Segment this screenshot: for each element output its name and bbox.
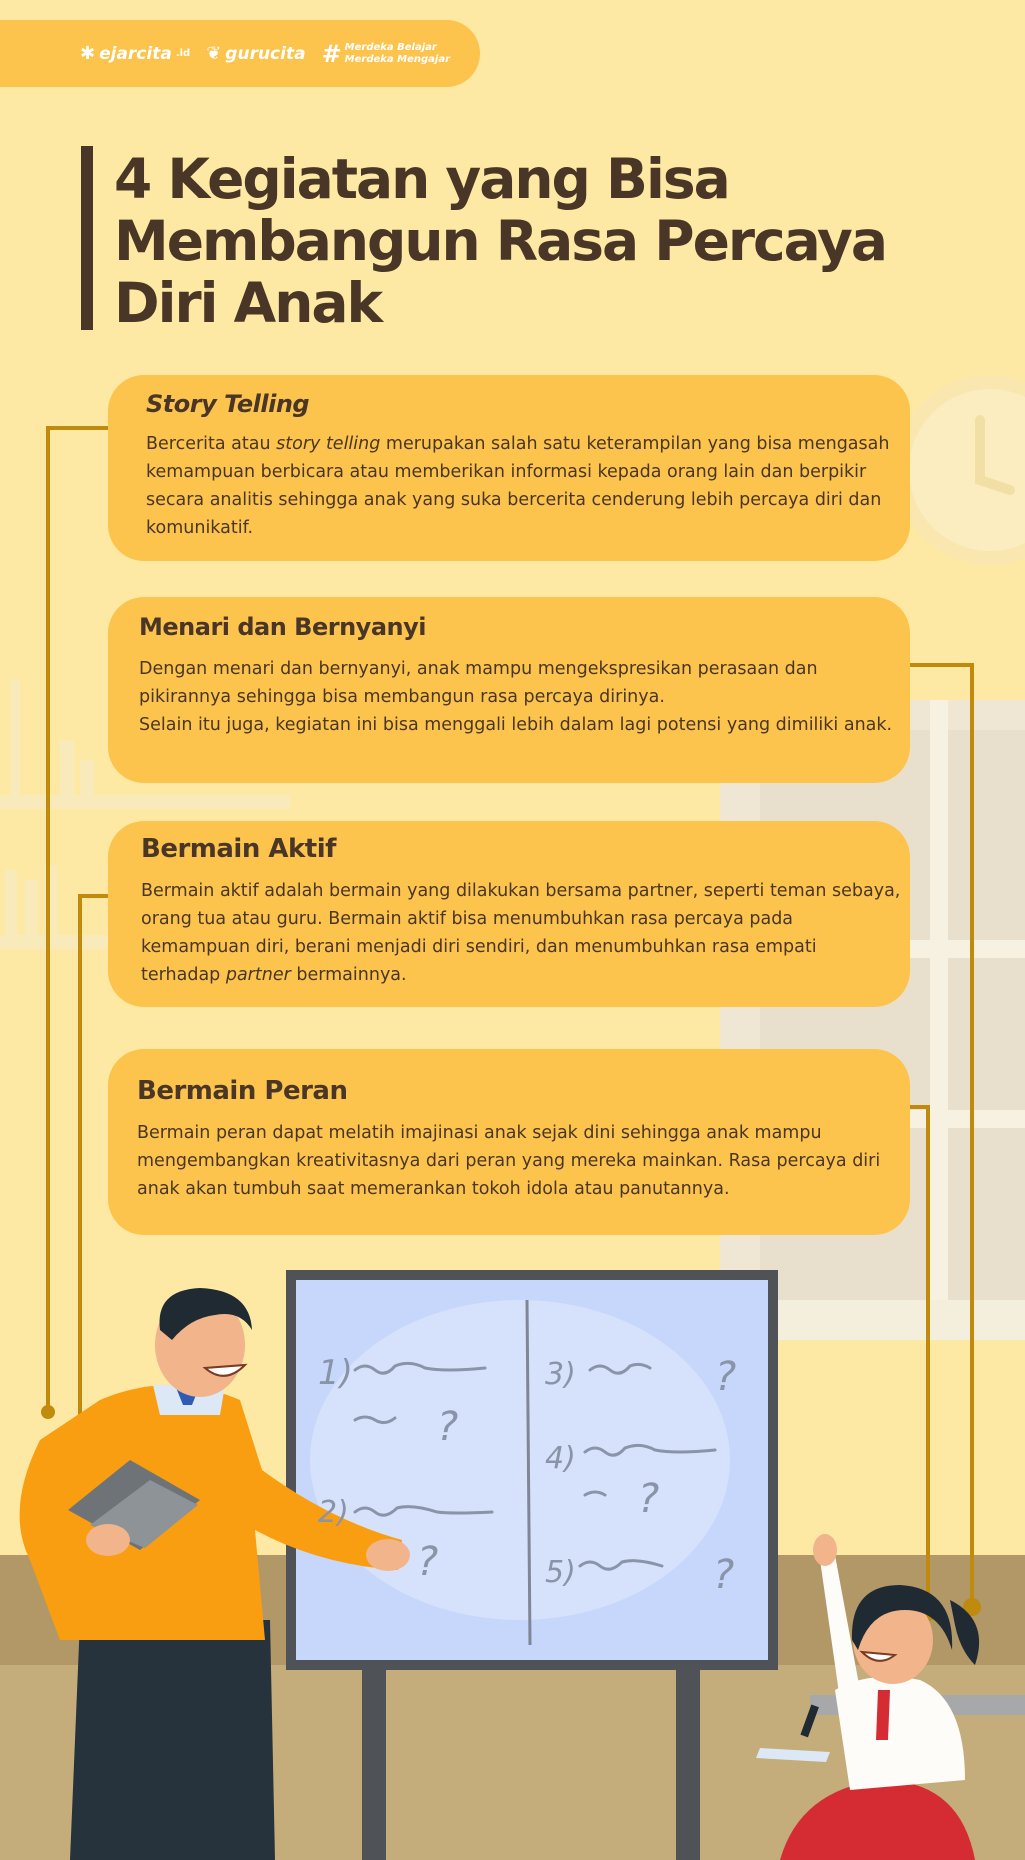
whiteboard-question-mark: ? — [713, 1552, 735, 1598]
hashtag-line-1: Merdeka Belajar — [344, 41, 437, 53]
window-illustration — [720, 700, 1025, 1340]
hashtag-line-2: Merdeka Mengajar — [344, 53, 451, 65]
whiteboard-item-4: 4) — [545, 1441, 576, 1476]
activity-card-bermain-aktif — [108, 821, 910, 1007]
card-title: Bermain Peran — [137, 1076, 348, 1106]
card-body: Bercerita atau story telling merupakan salah satu keterampilan yang bisa mengasah kemampuan berbicara atau memberikan informasi kepada orang lain dan berpikir secara analitis sehingga anak yang suka bercerita cenderung lebih percaya diri dan komunikatif. — [146, 434, 890, 538]
whiteboard-item-3: 3) — [545, 1357, 576, 1392]
whiteboard-item-2: 2) — [318, 1495, 349, 1530]
title-accent-bar — [81, 146, 93, 330]
card-body: Bermain aktif adalah bermain yang dilakukan bersama partner, seperti teman sebaya, orang tua atau guru. Bermain aktif bisa menumbuhkan rasa percaya pada kemampuan diri, berani menjadi diri sendiri, dan menumbuhkan rasa empati terhadap partner bermainnya. — [141, 881, 901, 985]
card-title: Menari dan Bernyanyi — [139, 613, 426, 641]
whiteboard-question-mark: ? — [715, 1354, 737, 1400]
activity-card-bermain-peran — [108, 1049, 910, 1235]
activity-card-story-telling — [108, 375, 910, 561]
card-body: Bermain peran dapat melatih imajinasi anak sejak dini sehingga anak mampu mengembangkan kreativitasnya dari peran yang mereka mainkan. Rasa percaya diri anak akan tumbuh saat memerankan tokoh idola atau panutannya. — [137, 1123, 881, 1199]
page-title: 4 Kegiatan yang Bisa Membangun Rasa Percaya Diri Anak — [114, 147, 887, 335]
whiteboard-question-mark: ? — [638, 1476, 660, 1522]
hashtag-merdeka — [321, 39, 451, 68]
ejarcita-logo-text: ejarcita — [99, 43, 172, 64]
ejarcita-logo-suffix: .id — [175, 48, 191, 59]
gurucita-logo-icon: ❦ — [206, 43, 222, 64]
card-body: Dengan menari dan bernyanyi, anak mampu mengekspresikan perasaan dan pikirannya sehingga bisa membangun rasa percaya dirinya. Selain itu juga, kegiatan ini bisa menggali lebih dalam lagi potensi yang dimiliki anak. — [139, 659, 893, 735]
ejarcita-logo-icon: ✱ — [80, 43, 96, 64]
gurucita-logo — [206, 43, 305, 64]
whiteboard-question-mark: ? — [437, 1404, 459, 1450]
gurucita-logo-text: gurucita — [225, 43, 306, 64]
whiteboard-item-1: 1) — [318, 1353, 353, 1393]
card-title: Bermain Aktif — [141, 834, 336, 864]
card-title: Story Telling — [146, 390, 310, 418]
activity-card-menari-bernyanyi — [108, 597, 910, 783]
whiteboard-question-mark: ? — [417, 1539, 439, 1585]
whiteboard-item-5: 5) — [545, 1555, 576, 1590]
ejarcita-logo — [80, 43, 190, 64]
wall-clock-illustration — [902, 382, 1025, 558]
hashtag-icon: # — [321, 39, 342, 68]
brand-header-bar — [0, 20, 480, 87]
